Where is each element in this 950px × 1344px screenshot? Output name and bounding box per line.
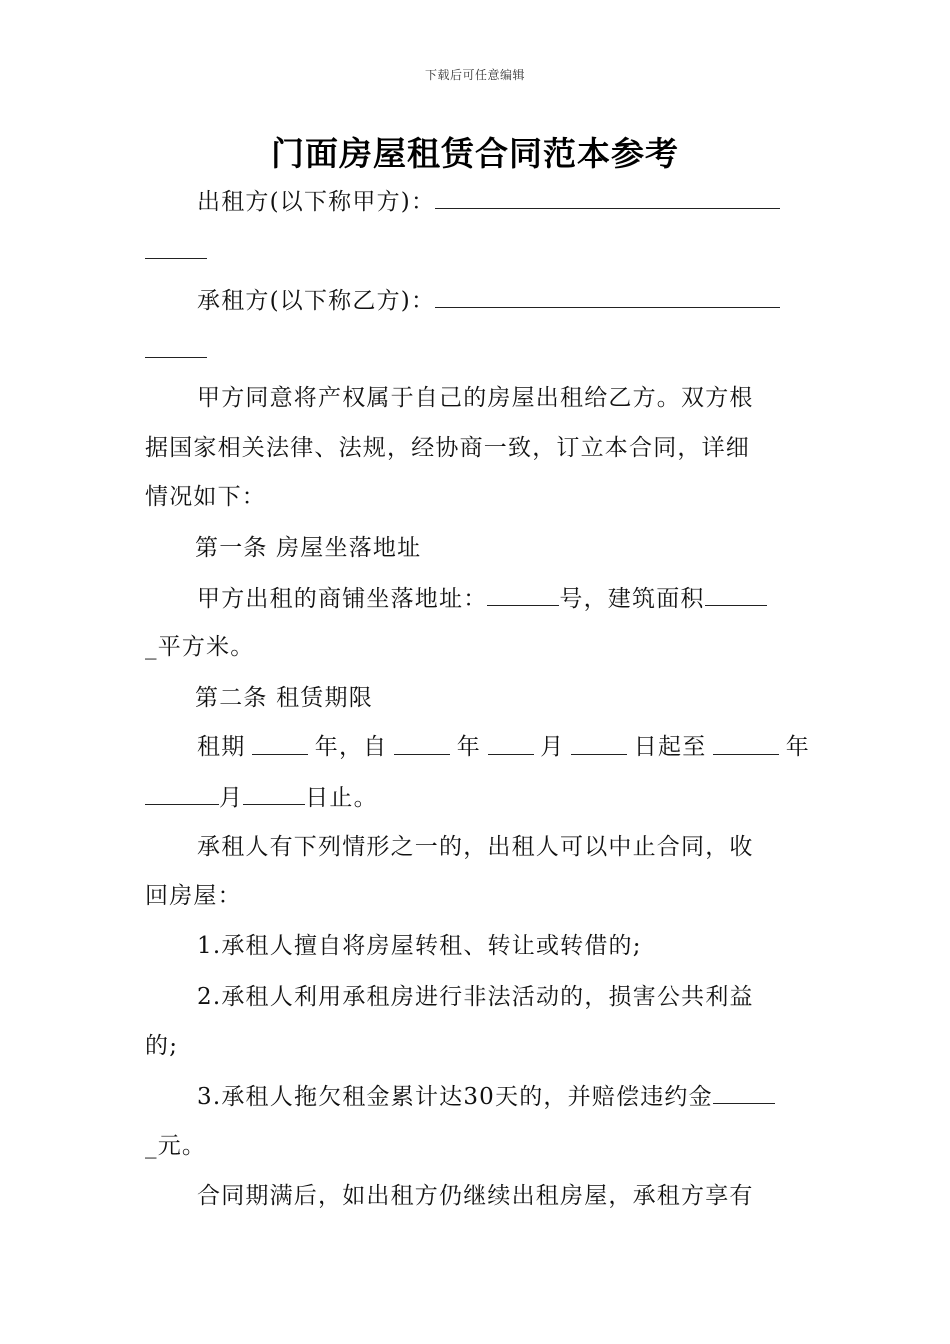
intro-line-2: 据国家相关法律、法规，经协商一致，订立本合同，详细 — [145, 435, 750, 461]
article-2-heading: 第二条 租赁期限 — [195, 685, 373, 711]
start-year-unit: 年 — [456, 734, 481, 760]
penalty-blank — [713, 1081, 775, 1104]
lessor-blank-continuation — [145, 236, 810, 267]
termination-line-1: 承租人有下列情形之一的，出租人可以中止合同，收 — [197, 834, 754, 860]
lease-term-line — [197, 732, 810, 762]
term-years-blank — [252, 732, 308, 755]
end-day-unit: 日止。 — [305, 785, 378, 811]
end-year-blank — [713, 732, 779, 755]
start-day-unit: 日起至 — [633, 734, 707, 760]
start-day-blank — [571, 732, 627, 755]
lease-term-end-line — [145, 782, 810, 813]
lessor-line — [197, 186, 810, 217]
lessor-label: 出租方(以下称甲方)： — [197, 189, 436, 215]
header-note: 下载后可任意编辑 — [424, 68, 525, 82]
renewal-line: 合同期满后，如出租方仍继续出租房屋，承租方享有 — [197, 1183, 754, 1209]
item-1: 1.承租人擅自将房屋转租、转让或转借的; — [197, 933, 642, 959]
end-year-unit: 年 — [785, 734, 810, 760]
lessor-blank — [435, 186, 780, 209]
lessor-blank-end — [145, 236, 207, 259]
term-label: 租期 — [197, 734, 246, 760]
address-label: 甲方出租的商铺坐落地址： — [197, 586, 488, 612]
start-month-unit: 月 — [540, 734, 565, 760]
document-title: 门面房屋租赁合同范本参考 — [271, 134, 679, 173]
item-2-line-1: 2.承租人利用承租房进行非法活动的，损害公共利益 — [197, 984, 754, 1010]
article-1-heading: 第一条 房屋坐落地址 — [195, 535, 422, 561]
area-blank — [705, 583, 767, 606]
lessee-blank — [435, 285, 780, 308]
end-month-unit: 月 — [219, 785, 244, 811]
item-2-line-2: 的; — [145, 1033, 179, 1059]
article-1-address-line — [197, 583, 810, 614]
lessee-label: 承租方(以下称乙方)： — [197, 288, 436, 314]
article-1-area-unit: _平方米。 — [145, 634, 255, 660]
item-3-line-2: _元。 — [145, 1133, 207, 1159]
lessee-blank-continuation — [145, 335, 810, 366]
start-year-blank — [394, 732, 450, 755]
term-year-from: 年，自 — [314, 734, 388, 760]
lessee-line — [197, 285, 810, 316]
lessee-blank-end — [145, 335, 207, 358]
start-month-blank — [488, 732, 534, 755]
end-month-blank — [145, 782, 219, 805]
intro-line-1: 甲方同意将产权属于自己的房屋出租给乙方。双方根 — [197, 385, 754, 411]
termination-line-2: 回房屋： — [145, 883, 242, 909]
end-day-blank — [243, 782, 305, 805]
item-3-line-1 — [197, 1081, 810, 1112]
intro-line-3: 情况如下： — [145, 484, 266, 510]
item-3-text: 3.承租人拖欠租金累计达30天的，并赔偿违约金 — [197, 1084, 713, 1110]
address-number-blank — [487, 583, 559, 606]
area-label: 号，建筑面积 — [559, 586, 705, 612]
